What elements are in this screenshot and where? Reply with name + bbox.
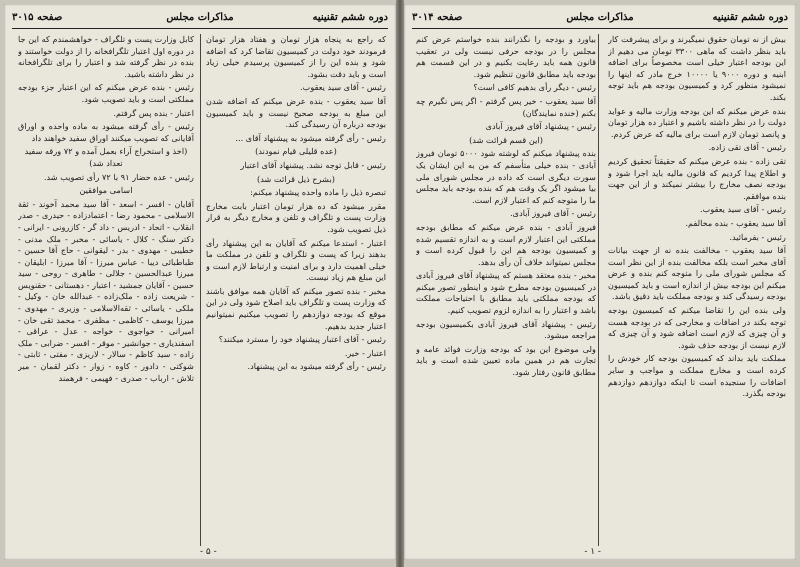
- paragraph: آقایان - افسر - اسعد - آقا سید محمد آخوند - ثقة الاسلامی - محمود رضا - اعتمادزاده - حیدری - صدر انقلاب - اتحاد - ادریس - داد گر - کازرونی - ایرانی - دکتر سنگ - کلال - یاسائی - مخبر - ملک مدنی - خطیبی - مهدوی - بدر - لیقوانی - حاج آقا حسین - طباطبائی دیبا - عباس میرزا - آقا میرزا - ابلیقان - میرزا عبدالحسین - جلالی - طاهری - روحی - سید حسین - آقایان جمشید - اعتبار - دهستانی - حقنویس - شریعت زاده - ملک‌زاده - عبدالله خان - وکیل - ملکی - یاسائی - ثقه‌الاسلامی - وزیری - مهدوی - میرزا یوسف - کاظمی - مظفری - محمد تقی خان - امیرانی - خواجوی - خواجه - عدل - عراقی - اسفندیاری - جوانشیر - موقر - افسر - ضرابی - ملک زاده - سید کاظم - سالار - لاریزی - مفتی - ثابتی - شوکتی - دادور - کاوه - زوار - دکتر لقمان - میر تلاش - ارباب - صدری - فهیمی - فرهمند: [18, 198, 194, 383]
- paragraph: (عده قلیلی قیام نمودند): [255, 146, 337, 157]
- column-divider: [200, 34, 201, 546]
- paragraph: اعتبار - استدعا میکنم که آقایان به این پیشنهاد رأی بدهند زیرا که پست و تلگراف و تلفن در مملکت ما خیلی اهمیت دارد و برای امنیت و ارتباط لازم است و این مبلغ هم زیاد نیست.: [206, 237, 386, 283]
- paragraph: (بشرح ذیل قرائت شد): [257, 173, 335, 184]
- paragraph: رئیس - بنده عرض میکنم که این اعتبار جزء بودجه مملکتی است و باید تصویب شود.: [18, 82, 194, 104]
- paragraph: رئیس - آقای تقی زاده.: [708, 142, 786, 153]
- left-header-page-number: صفحه ۳۰۱۵: [12, 12, 63, 23]
- paragraph: آقا سید یعقوب - بنده عرض میکنم که اضافه شدن این مبلغ به بودجه صحیح نیست و باید کمیسیون بودجه درباره آن رسیدگی کند.: [206, 95, 386, 130]
- paragraph: اعتبار - خیر.: [344, 347, 386, 358]
- paragraph: بیش از نه تومان حقوق نمیگیرند و برای پیشرفت کار باید بنظر داشت که ماهی ۳۳۰۰ تومان می دهیم از این بودجه اعتبار خیلی است مخصوصاً برای اضافه ابنیه و دوره ۹۰۰۰ یا ۱۰۰۰۰ خرج مادر که اینها را نمیشود منظور کرد و کمیسیون بودجه هم باید توجه بکند.: [608, 34, 786, 102]
- paragraph: آقا سید یعقوب - بنده مخالفم.: [685, 217, 786, 228]
- right-header-title: مذاکرات مجلس: [566, 12, 634, 23]
- book-gutter: [396, 0, 404, 567]
- paragraph: بنده پیشنهاد میکنم که لوشته شود ۵۰۰۰ تومان فیروز آبادی - بنده خیلی متأسفم که من به این ایشان یک سورت دیگری است که داده در مجلس شورای ملی بیا میشود اگر یک وقت هم که بنده بودجه باید مجلس ما را متوجه کنم که اعتبار لازم است.: [416, 148, 596, 205]
- right-page-left-column: [416, 34, 596, 546]
- left-page-left-column: [18, 34, 194, 546]
- paragraph: بیاورد و بودجه را نگذرانند بنده خواستم عرض کنم مجلس را در بودجه حرفی نیست ولی در تعقیب قانون همه باید رعایت بکنیم و در این قسمت هم بودجه باید مطابق قانون تنظیم شود.: [416, 34, 596, 79]
- left-page: [4, 4, 396, 560]
- right-header-page-number: صفحه ۳۰۱۴: [412, 12, 463, 23]
- paragraph: رئیس - رأی گرفته میشود به پیشنهاد آقای ...: [235, 132, 386, 143]
- paragraph: آقا سید یعقوب - خیر پس گرفتم - اگر پس نگیرم چه بکنم (خنده نمایندگان): [416, 95, 596, 118]
- left-header-session: دوره ششم تقنینیه: [312, 12, 388, 23]
- paragraph: کابل وزارت پست و تلگراف - خواهشمندم که این جا در دوره اول اعتبار تلگرافخانه را از دولت خواستند و بنده در نظر گرفته شد و اعتبار را برای تلگرافخانه در نظر داشته باشید.: [18, 34, 194, 79]
- left-page-folio: - ۵ -: [200, 547, 217, 557]
- paragraph: که راجع به پنجاه هزار تومان و هفتاد هزار تومان فرمودند خود دولت در کمیسیون تقاضا کرد که اضافه شود و بنده این را از کمیسیون پرسیدم خیلی زیاد است و باید دقت بشود.: [206, 34, 386, 79]
- paragraph: رئیس - بفرمائید.: [729, 231, 786, 242]
- paragraph: فیروز آبادی - بنده عرض میکنم که مطابق بودجه مملکتی این اعتبار لازم است و به اندازه تقسیم شده و کمیسیون بودجه هم این را قبول کرده است و مجلس نمیتواند خلاف آن رأی بدهد.: [416, 221, 596, 267]
- paragraph: مخبر - بنده معتقد هستم که پیشنهاد آقای فیروز آبادی در کمیسیون بودجه مطرح شود و اینطور تصور میکنم که بودجه مملکتی باید مطابق با احتیاجات مملکت باشد و اعتبار را به اندازه لزوم تصویب کنیم.: [416, 270, 596, 316]
- right-header-session: دوره ششم تقنینیه: [712, 12, 788, 23]
- paragraph: رئیس - آقای سید یعقوب.: [300, 82, 386, 93]
- paragraph: مملکت باید بداند که کمیسیون بودجه کار خودش را کرده است و مخارج مملکت و مواجب و سایر اضافات را سنجیده است تا اینکه دوازدهم دوازدهم بودجه بگذرد.: [608, 353, 786, 399]
- paragraph: (اخذ و استخراج آراء بعمل آمده و ۷۲ ورقه سفید تعداد شد): [24, 146, 188, 168]
- right-page: [404, 4, 796, 560]
- right-page-right-column: [608, 34, 786, 546]
- section-heading: اسامی موافقین: [79, 185, 133, 196]
- left-page-header: [12, 10, 388, 29]
- paragraph: تبصره ذیل را ماده واحده پیشنهاد میکنم:: [250, 187, 386, 198]
- paragraph: رئیس - رأی گرفته میشود به این پیشنهاد.: [247, 361, 386, 372]
- paragraph: آقا سید یعقوب - مخالفت بنده نه از جهت بیانات آقای مخبر است بلکه مخالفت بنده از این نظر است که مجلس شورای ملی را متوجه کنم بنده و عرض میکنم این بودجه بیش از اندازه است و باید کمیسیون بودجه رسیدگی کند و بودجه مملکت باید دقیق باشد.: [608, 245, 786, 302]
- paragraph: ولی بنده این را تقاضا میکنم که کمیسیون بودجه توجه بکند در اضافات و مخارجی که در بودجه هست و آن چیزی که لازم است اضافه شود و آن چیزی که لازم نیست از بودجه حذف شود.: [608, 305, 786, 350]
- paragraph: تقی زاده - بنده عرض میکنم که حقیقتاً تحقیق کردیم و اطلاع پیدا کردیم که قانون مالیه باید اجرا شود و بودجه نصف مخارج را بیشتر نمیکند و از این جهت بنده موافقم.: [608, 155, 786, 201]
- paragraph: اعتبار - بنده پس گرفتم.: [113, 107, 194, 118]
- paragraph: رئیس - رأی گرفته میشود به ماده واحده و اوراق آقایانی که تصویب میکنند اوراق سفید خواهند داد: [18, 121, 194, 143]
- paragraph: ولی موضوع این بود که بودجه وزارت فوائد عامه و تجارت هم در همین ماده تعیین شده است و باید مطابق قانون رفتار شود.: [416, 343, 596, 378]
- left-header-title: مذاکرات مجلس: [166, 12, 234, 23]
- column-divider: [598, 34, 599, 546]
- left-page-right-column: [206, 34, 386, 546]
- paragraph: رئیس - پیشنهاد آقای فیروز آبادی: [485, 121, 596, 132]
- paragraph: رئیس - عده حضار ۹۱ با ۷۲ رأی تصویب شد.: [43, 171, 194, 182]
- paragraph: رئیس - پیشنهاد آقای فیروز آبادی بکمیسیون بودجه مراجعه میشود.: [416, 318, 596, 341]
- paragraph: بنده عرض میکنم که این بودجه وزارت مالیه و عواید دولت را در نظر داشته باشیم و اعتبار ده هزار تومان و پانصد تومان لازم است برای مالیه که عرض کردم.: [608, 105, 786, 139]
- right-page-folio: - ۱ -: [584, 547, 601, 557]
- paragraph: رئیس - آقای اعتبار پیشنهاد خود را مسترد میکنند؟: [218, 334, 386, 345]
- paragraph: رئیس - آقای سید یعقوب.: [700, 204, 786, 215]
- paragraph: رئیس - دیگر رأی بدهیم کافی است؟: [473, 82, 596, 93]
- right-page-header: [412, 10, 788, 29]
- paragraph: مقرر میشود که ده هزار تومان اعتبار بابت مخارج وزارت پست و تلگراف و تلفن و مخارج دیگر به قرار ذیل تصویب شود.: [206, 200, 386, 234]
- paragraph: رئیس - قابل توجه نشد. پیشنهاد آقای اعتبار: [240, 159, 386, 170]
- paragraph: مخبر - بنده تصور میکنم که آقایان همه موافق باشند که وزارت پست و تلگراف باید اصلاح شود ولی در این موقع که بودجه دوازدهم را تصویب میکنیم نمیتوانیم اعتبار جدید بدهیم.: [206, 285, 386, 331]
- paragraph: رئیس - آقای فیروز آبادی.: [510, 208, 596, 219]
- paragraph: (این قسم قرائت شد): [469, 134, 543, 145]
